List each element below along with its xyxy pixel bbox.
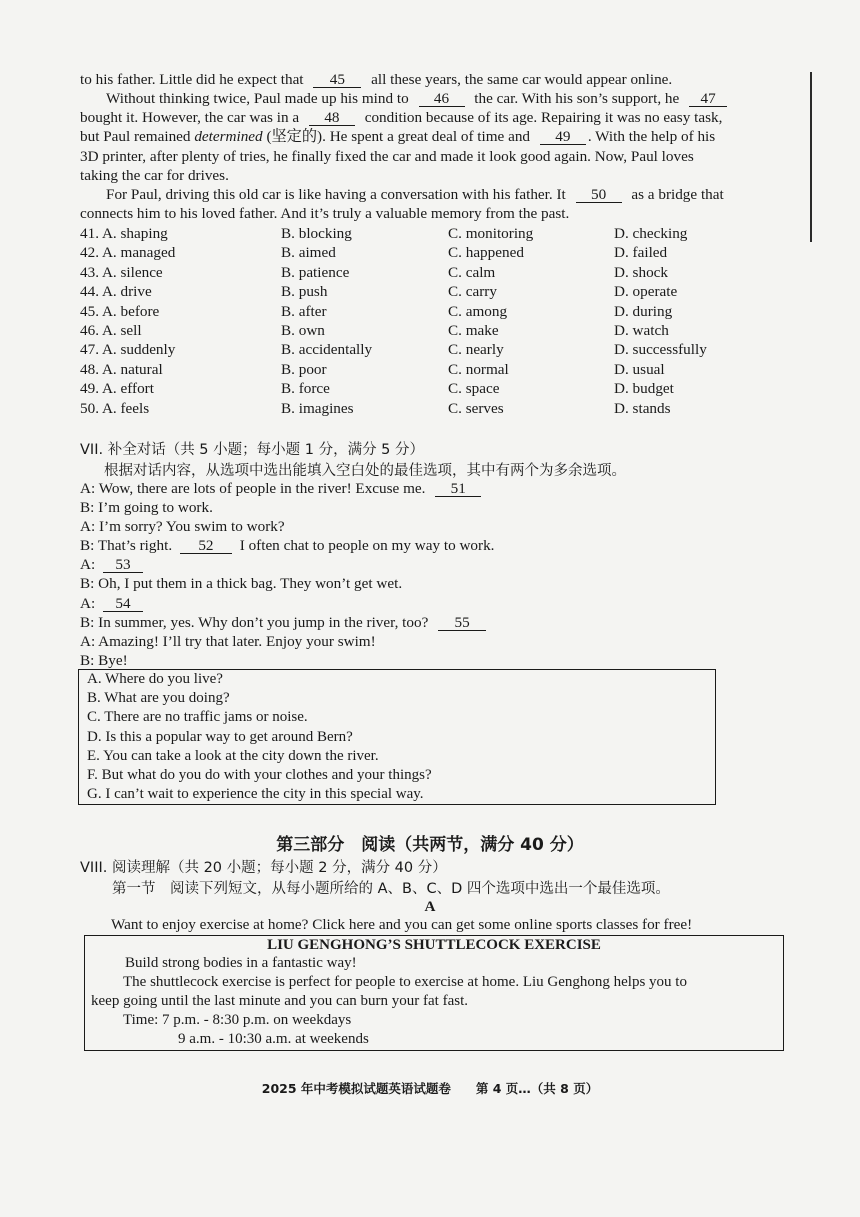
passage-text: For Paul, driving this old car is like having a conversation with his father. It xyxy=(106,186,566,203)
option-row-50 xyxy=(80,399,800,418)
blank-51[interactable]: 51 xyxy=(435,481,481,497)
option-a[interactable]: 45. A. before xyxy=(80,302,160,320)
passage-intro: Want to enjoy exercise at home? Click here and you can get some online sports classes for free! xyxy=(111,916,693,933)
option-c[interactable]: C. nearly xyxy=(448,341,504,359)
ad-time-2: 9 a.m. - 10:30 a.m. at weekends xyxy=(178,1031,369,1047)
passage-line-8: connects him to his loved father. And it’s truly a valuable memory from the past. xyxy=(80,205,570,222)
blank-54[interactable]: 54 xyxy=(103,596,143,612)
option-a[interactable]: 41. A. shaping xyxy=(80,225,168,242)
option-row-46 xyxy=(80,321,800,340)
passage-text: condition because of its age. Repairing it was no easy task, xyxy=(364,109,723,126)
passage-line-1 xyxy=(80,70,790,89)
option-row-44 xyxy=(80,282,800,301)
blank-50[interactable]: 50 xyxy=(576,187,622,203)
ad-desc-1: The shuttlecock exercise is perfect for people to exercise at home. Liu Genghong helps you to xyxy=(123,974,687,990)
option-c[interactable]: C. serves xyxy=(448,399,504,417)
passage-text: to his father. Little did he expect that xyxy=(80,71,304,88)
option-d[interactable]: D. checking xyxy=(614,225,688,242)
option-b[interactable]: B. patience xyxy=(281,263,350,281)
passage-text: the car. With his son’s support, he xyxy=(474,90,680,107)
choice-e[interactable]: E. You can take a look at the city down the river. xyxy=(87,747,379,764)
passage-text: (坚定的). He spent a great deal of time and xyxy=(266,128,531,145)
dialogue-text: A: xyxy=(80,595,96,612)
option-a[interactable]: 47. A. suddenly xyxy=(80,341,176,359)
dialogue-line-9: A: Amazing! I’ll try that later. Enjoy your swim! xyxy=(80,633,376,650)
option-c[interactable]: C. make xyxy=(448,321,499,339)
choice-d[interactable]: D. Is this a popular way to get around Bern? xyxy=(87,728,353,745)
passage-emphasis: determined xyxy=(194,128,263,145)
option-row-42 xyxy=(80,243,800,262)
dialogue-line-6: B: Oh, I put them in a thick bag. They won’t get wet. xyxy=(80,575,403,592)
blank-48[interactable]: 48 xyxy=(309,110,355,126)
option-b[interactable]: B. blocking xyxy=(281,225,352,242)
option-c[interactable]: C. monitoring xyxy=(448,225,534,242)
option-d[interactable]: D. usual xyxy=(614,360,665,378)
passage-text: Without thinking twice, Paul made up his mind to xyxy=(106,90,409,107)
blank-45[interactable]: 45 xyxy=(313,72,361,88)
blank-46[interactable]: 46 xyxy=(419,91,465,107)
option-b[interactable]: B. accidentally xyxy=(281,341,373,359)
dialogue-choices-box xyxy=(78,669,716,805)
dialogue-text: A: Wow, there are lots of people in the river! Excuse me. xyxy=(80,480,426,497)
dialogue-line-7 xyxy=(80,594,780,613)
option-a[interactable]: 42. A. managed xyxy=(80,244,176,262)
choice-b[interactable]: B. What are you doing? xyxy=(87,690,230,707)
cloze-options xyxy=(80,224,800,418)
blank-52[interactable]: 52 xyxy=(180,538,232,554)
passage-line-3 xyxy=(80,108,790,127)
option-a[interactable]: 46. A. sell xyxy=(80,321,142,339)
ad-slogan: Build strong bodies in a fantastic way! xyxy=(125,955,357,971)
ad-desc-2: keep going until the last minute and you can burn your fat fast. xyxy=(91,993,468,1009)
option-c[interactable]: C. calm xyxy=(448,263,496,281)
option-a[interactable]: 43. A. silence xyxy=(80,263,163,281)
passage-line-7 xyxy=(106,185,816,204)
option-b[interactable]: B. force xyxy=(281,380,330,398)
section-7-instruction: 根据对话内容，从选项中选出能填入空白处的最佳选项，其中有两个为多余选项。 xyxy=(104,463,626,479)
option-d[interactable]: D. during xyxy=(614,302,673,320)
dialogue-text: I often chat to people on my way to work. xyxy=(239,537,495,554)
dialogue-text: B: That’s right. xyxy=(80,537,173,554)
option-d[interactable]: D. successfully xyxy=(614,341,707,359)
option-c[interactable]: C. space xyxy=(448,380,500,398)
dialogue-line-8 xyxy=(80,613,780,632)
option-b[interactable]: B. push xyxy=(281,283,328,301)
option-a[interactable]: 44. A. drive xyxy=(80,283,152,301)
dialogue-line-10: B: Bye! xyxy=(80,652,128,669)
blank-53[interactable]: 53 xyxy=(103,557,143,573)
blank-47[interactable]: 47 xyxy=(689,91,727,107)
option-row-43 xyxy=(80,263,800,282)
choice-a[interactable]: A. Where do you live? xyxy=(87,671,223,687)
option-row-48 xyxy=(80,360,800,379)
option-d[interactable]: D. stands xyxy=(614,399,671,417)
passage-line-2 xyxy=(106,89,816,108)
option-b[interactable]: B. after xyxy=(281,302,327,320)
option-row-49 xyxy=(80,379,800,398)
part-3-title: 第三部分 阅读（共两节，满分 40 分） xyxy=(276,835,584,855)
dialogue-line-2: B: I’m going to work. xyxy=(80,499,213,516)
passage-line-6: taking the car for drives. xyxy=(80,167,229,184)
option-b[interactable]: B. imagines xyxy=(281,399,354,417)
option-d[interactable]: D. operate xyxy=(614,283,678,301)
blank-49[interactable]: 49 xyxy=(540,129,586,145)
passage-line-4 xyxy=(80,127,790,146)
ad-box xyxy=(84,935,784,1051)
option-d[interactable]: D. failed xyxy=(614,244,668,262)
option-b[interactable]: B. own xyxy=(281,321,325,339)
option-row-45 xyxy=(80,302,800,321)
option-d[interactable]: D. budget xyxy=(614,380,674,398)
option-c[interactable]: C. normal xyxy=(448,360,509,378)
passage-text: but Paul remained xyxy=(80,128,191,145)
option-b[interactable]: B. poor xyxy=(281,360,327,378)
blank-55[interactable]: 55 xyxy=(438,615,486,631)
option-c[interactable]: C. among xyxy=(448,302,508,320)
option-d[interactable]: D. watch xyxy=(614,321,669,339)
option-c[interactable]: C. happened xyxy=(448,244,524,262)
section-8-title: VIII. 阅读理解（共 20 小题；每小题 2 分，满分 40 分） xyxy=(80,860,447,876)
dialogue-text: A: xyxy=(80,556,96,573)
option-row-41 xyxy=(80,224,800,243)
ad-time-1: Time: 7 p.m. - 8:30 p.m. on weekdays xyxy=(123,1012,352,1028)
dialogue-text: B: In summer, yes. Why don’t you jump in the river, too? xyxy=(80,614,429,631)
choice-c[interactable]: C. There are no traffic jams or noise. xyxy=(87,709,308,726)
passage-text: . With the help of his xyxy=(587,128,716,145)
option-row-47 xyxy=(80,340,800,359)
option-d[interactable]: D. shock xyxy=(614,263,668,281)
option-c[interactable]: C. carry xyxy=(448,283,497,301)
ad-title: LIU GENGHONG’S SHUTTLECOCK EXERCISE xyxy=(267,937,601,953)
choice-g[interactable]: G. I can’t wait to experience the city in this special way. xyxy=(87,786,424,803)
passage-text: bought it. However, the car was in a xyxy=(80,109,300,126)
section-8-instruction: 第一节 阅读下列短文，从每小题所给的 A、B、C、D 四个选项中选出一个最佳选项。 xyxy=(112,881,670,897)
choice-f[interactable]: F. But what do you do with your clothes and your things? xyxy=(87,767,432,784)
dialogue-line-5 xyxy=(80,555,780,574)
dialogue-line-1 xyxy=(80,479,780,498)
passage-letter: A xyxy=(424,898,436,915)
passage-line-5: 3D printer, after plenty of tries, he finally fixed the car and made it look good again. Now, Paul loves xyxy=(80,148,694,165)
passage-text: all these years, the same car would appear online. xyxy=(371,71,673,88)
option-a[interactable]: 49. A. effort xyxy=(80,380,154,398)
passage-text: as a bridge that xyxy=(631,186,724,203)
option-b[interactable]: B. aimed xyxy=(281,244,336,262)
option-a[interactable]: 50. A. feels xyxy=(80,399,150,417)
option-a[interactable]: 48. A. natural xyxy=(80,360,163,378)
dialogue-line-4 xyxy=(80,536,780,555)
dialogue-line-3: A: I’m sorry? You swim to work? xyxy=(80,518,285,535)
section-7-title: VII. 补全对话（共 5 小题；每小题 1 分，满分 5 分） xyxy=(80,442,425,458)
page-footer: 2025 年中考模拟试题英语试题卷 第 4 页…（共 8 页） xyxy=(261,1081,599,1096)
